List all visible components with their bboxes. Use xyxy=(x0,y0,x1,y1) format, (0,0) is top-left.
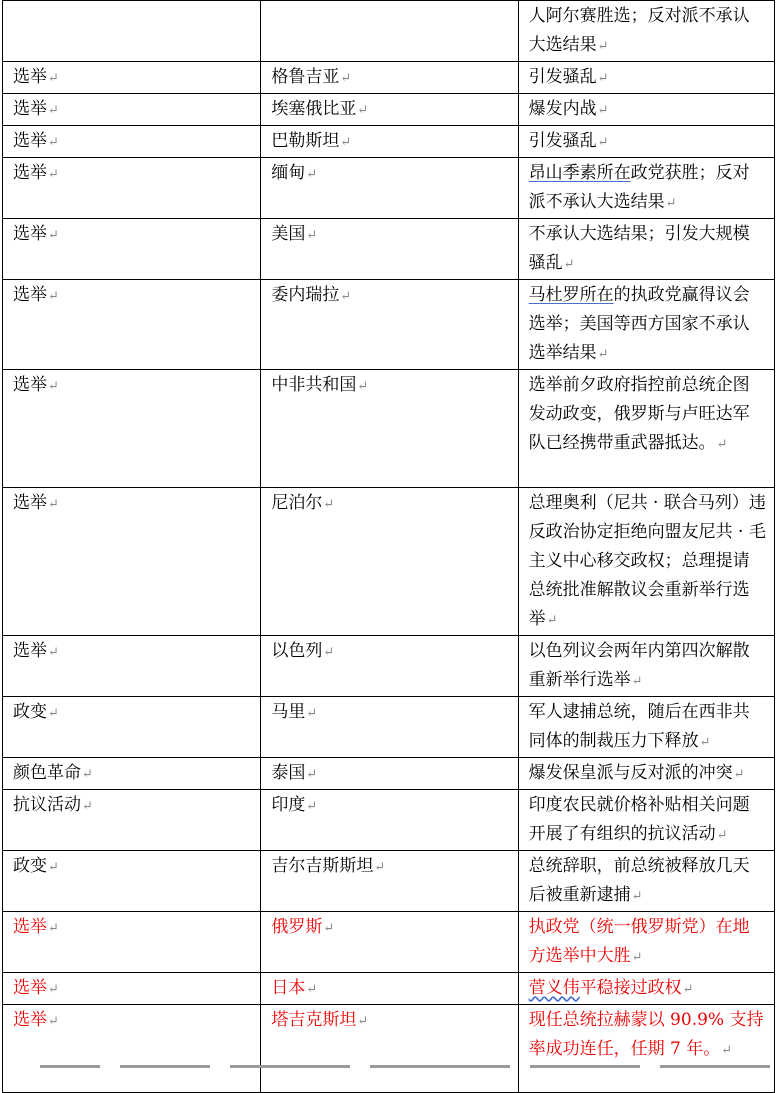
event-type-cell xyxy=(3,126,261,158)
paragraph-mark-icon: ↵ xyxy=(48,706,59,721)
country-name: 尼泊尔 xyxy=(271,493,323,513)
paragraph-mark-icon: ↵ xyxy=(306,706,318,721)
event-type-cell xyxy=(3,636,261,697)
table-row xyxy=(3,851,775,912)
event-type-cell xyxy=(3,158,261,219)
event-type-cell xyxy=(3,62,261,94)
event-description: 执政党（统一俄罗斯党）在地方选举中大胜 xyxy=(528,917,750,966)
event-description: 引发骚乱 xyxy=(528,131,597,151)
paragraph-mark-icon: ↵ xyxy=(48,228,59,243)
paragraph-mark-icon: ↵ xyxy=(597,39,609,54)
events-table xyxy=(2,0,775,1093)
country-cell xyxy=(261,370,518,488)
paragraph-mark-icon: ↵ xyxy=(597,347,609,362)
paragraph-mark-icon: ↵ xyxy=(48,1014,59,1029)
paragraph-mark-icon: ↵ xyxy=(631,889,643,904)
event-description: 平稳接过政权 xyxy=(579,978,682,998)
country-cell xyxy=(261,1,518,62)
description-cell xyxy=(518,758,774,790)
event-description: 爆发保皇派与反对派的冲突 xyxy=(528,763,733,783)
table-row xyxy=(3,370,775,488)
paragraph-mark-icon: ↵ xyxy=(716,437,728,452)
country-cell xyxy=(261,488,518,636)
paragraph-mark-icon: ↵ xyxy=(340,71,352,86)
events-table-body xyxy=(3,1,775,1093)
country-name: 泰国 xyxy=(271,763,306,783)
underlined-name: 马杜罗所在 xyxy=(528,285,614,305)
table-row xyxy=(3,1,775,62)
event-description: 总理奥利（尼共 · 联合马列）违反政治协定拒绝向盟友尼共 · 毛主义中心移交政权；总理提请总统批准解散议会重新举行选举 xyxy=(528,493,766,629)
event-type: 选举 xyxy=(13,641,47,661)
country-name: 印度 xyxy=(271,795,306,815)
country-name: 缅甸 xyxy=(271,163,306,183)
paragraph-mark-icon: ↵ xyxy=(48,135,59,150)
country-name: 日本 xyxy=(271,978,306,998)
paragraph-mark-icon: ↵ xyxy=(546,613,558,628)
event-type: 选举 xyxy=(13,67,47,87)
paragraph-mark-icon: ↵ xyxy=(665,196,677,211)
event-type: 选举 xyxy=(13,163,47,183)
event-type: 颜色革命 xyxy=(13,763,81,783)
event-description: 引发骚乱 xyxy=(528,67,597,87)
country-name: 埃塞俄比亚 xyxy=(271,99,357,119)
paragraph-mark-icon: ↵ xyxy=(306,799,318,814)
event-type: 选举 xyxy=(13,917,47,937)
country-name: 俄罗斯 xyxy=(271,917,323,937)
paragraph-mark-icon: ↵ xyxy=(48,645,59,660)
paragraph-mark-icon: ↵ xyxy=(82,767,93,782)
country-cell xyxy=(261,851,518,912)
paragraph-mark-icon: ↵ xyxy=(733,767,745,782)
event-type-cell xyxy=(3,1,261,62)
table-row xyxy=(3,790,775,851)
paragraph-mark-icon: ↵ xyxy=(357,103,369,118)
description-cell xyxy=(518,370,774,488)
table-row xyxy=(3,158,775,219)
event-type-cell xyxy=(3,488,261,636)
table-row xyxy=(3,219,775,280)
spellcheck-name: 菅义伟 xyxy=(528,978,580,998)
table-row xyxy=(3,94,775,126)
event-description: 以色列议会两年内第四次解散重新举行选举 xyxy=(528,641,750,690)
event-description: 政党获胜；反对派不承认大选结果 xyxy=(528,163,750,212)
event-description: 印度农民就价格补贴相关问题开展了有组织的抗议活动 xyxy=(528,795,750,844)
country-name: 中非共和国 xyxy=(271,375,357,395)
paragraph-mark-icon: ↵ xyxy=(699,735,711,750)
event-description: 爆发内战 xyxy=(528,99,597,119)
table-row xyxy=(3,758,775,790)
event-type: 选举 xyxy=(13,224,47,244)
paragraph-mark-icon: ↵ xyxy=(48,921,59,936)
description-cell xyxy=(518,219,774,280)
paragraph-mark-icon: ↵ xyxy=(597,103,609,118)
event-type-cell xyxy=(3,912,261,973)
country-cell xyxy=(261,912,518,973)
event-type-cell xyxy=(3,370,261,488)
paragraph-mark-icon: ↵ xyxy=(48,289,59,304)
paragraph-mark-icon: ↵ xyxy=(323,645,335,660)
paragraph-mark-icon: ↵ xyxy=(340,289,352,304)
paragraph-mark-icon: ↵ xyxy=(374,860,386,875)
country-name: 以色列 xyxy=(271,641,323,661)
paragraph-mark-icon: ↵ xyxy=(716,828,728,843)
event-description: 的执政党赢得议会选举；美国等西方国家不承认选举结果 xyxy=(528,285,750,363)
event-type: 选举 xyxy=(13,375,47,395)
paragraph-mark-icon: ↵ xyxy=(306,767,318,782)
table-row xyxy=(3,126,775,158)
paragraph-mark-icon: ↵ xyxy=(306,982,318,997)
paragraph-mark-icon: ↵ xyxy=(48,103,59,118)
event-type-cell xyxy=(3,219,261,280)
description-cell xyxy=(518,62,774,94)
description-cell xyxy=(518,636,774,697)
event-type: 政变 xyxy=(13,856,47,876)
paragraph-mark-icon: ↵ xyxy=(357,379,369,394)
country-name: 委内瑞拉 xyxy=(271,285,340,305)
paragraph-mark-icon: ↵ xyxy=(306,228,318,243)
paragraph-mark-icon: ↵ xyxy=(323,497,335,512)
paragraph-mark-icon: ↵ xyxy=(82,799,93,814)
paragraph-mark-icon: ↵ xyxy=(357,1014,369,1029)
paragraph-mark-icon: ↵ xyxy=(631,674,643,689)
country-cell xyxy=(261,62,518,94)
paragraph-mark-icon: ↵ xyxy=(597,71,609,86)
event-type-cell xyxy=(3,973,261,1005)
paragraph-mark-icon: ↵ xyxy=(563,257,575,272)
description-cell xyxy=(518,912,774,973)
event-description: 人阿尔赛胜选；反对派不承认大选结果 xyxy=(528,6,750,55)
paragraph-mark-icon: ↵ xyxy=(48,167,59,182)
event-type-cell xyxy=(3,280,261,370)
paragraph-mark-icon: ↵ xyxy=(48,497,59,512)
event-type-cell xyxy=(3,790,261,851)
event-type-cell xyxy=(3,94,261,126)
table-row xyxy=(3,62,775,94)
paragraph-mark-icon: ↵ xyxy=(48,71,59,86)
underlined-name: 昂山季素所在 xyxy=(528,163,631,183)
event-type: 选举 xyxy=(13,493,47,513)
event-type: 选举 xyxy=(13,1010,47,1030)
table-row xyxy=(3,973,775,1005)
paragraph-mark-icon: ↵ xyxy=(48,860,59,875)
country-cell xyxy=(261,1005,518,1093)
description-cell xyxy=(518,973,774,1005)
description-cell xyxy=(518,94,774,126)
event-type: 选举 xyxy=(13,285,47,305)
table-row xyxy=(3,1005,775,1093)
paragraph-mark-icon: ↵ xyxy=(48,379,59,394)
country-name: 美国 xyxy=(271,224,306,244)
paragraph-mark-icon: ↵ xyxy=(721,1043,733,1058)
description-cell xyxy=(518,851,774,912)
table-row xyxy=(3,280,775,370)
country-cell xyxy=(261,126,518,158)
event-type: 政变 xyxy=(13,702,47,722)
description-cell xyxy=(518,158,774,219)
description-cell xyxy=(518,1005,774,1093)
event-type-cell xyxy=(3,851,261,912)
country-cell xyxy=(261,758,518,790)
paragraph-mark-icon: ↵ xyxy=(306,167,318,182)
next-paragraph-clipped xyxy=(0,1063,778,1070)
event-description: 总统辞职，前总统被释放几天后被重新逮捕 xyxy=(528,856,750,905)
country-name: 巴勒斯坦 xyxy=(271,131,340,151)
paragraph-mark-icon: ↵ xyxy=(340,135,352,150)
description-cell xyxy=(518,790,774,851)
event-type-cell xyxy=(3,697,261,758)
event-type: 抗议活动 xyxy=(13,795,81,815)
table-row xyxy=(3,912,775,973)
event-type-cell xyxy=(3,1005,261,1093)
country-cell xyxy=(261,636,518,697)
country-cell xyxy=(261,158,518,219)
table-row xyxy=(3,636,775,697)
event-description: 军人逮捕总统，随后在西非共同体的制裁压力下释放 xyxy=(528,702,750,751)
country-cell xyxy=(261,94,518,126)
country-cell xyxy=(261,280,518,370)
paragraph-mark-icon: ↵ xyxy=(682,982,694,997)
event-description: 不承认大选结果；引发大规模骚乱 xyxy=(528,224,750,273)
country-cell xyxy=(261,697,518,758)
description-cell xyxy=(518,280,774,370)
country-cell xyxy=(261,219,518,280)
table-row xyxy=(3,697,775,758)
paragraph-mark-icon: ↵ xyxy=(597,135,609,150)
event-description: 现任总统拉赫蒙以 90.9% 支持率成功连任，任期 7 年。 xyxy=(528,1010,764,1059)
paragraph-mark-icon: ↵ xyxy=(48,982,59,997)
country-name: 格鲁吉亚 xyxy=(271,67,340,87)
country-cell xyxy=(261,790,518,851)
description-cell xyxy=(518,126,774,158)
event-type: 选举 xyxy=(13,99,47,119)
country-name: 吉尔吉斯斯坦 xyxy=(271,856,374,876)
event-description: 选举前夕政府指控前总统企图发动政变，俄罗斯与卢旺达军队已经携带重武器抵达。 xyxy=(528,375,750,453)
event-type-cell xyxy=(3,758,261,790)
country-name: 马里 xyxy=(271,702,306,722)
description-cell xyxy=(518,1,774,62)
country-cell xyxy=(261,973,518,1005)
table-row xyxy=(3,488,775,636)
event-type: 选举 xyxy=(13,131,47,151)
paragraph-mark-icon: ↵ xyxy=(631,950,643,965)
event-type: 选举 xyxy=(13,978,47,998)
description-cell xyxy=(518,488,774,636)
country-name: 塔吉克斯坦 xyxy=(271,1010,357,1030)
description-cell xyxy=(518,697,774,758)
paragraph-mark-icon: ↵ xyxy=(323,921,335,936)
